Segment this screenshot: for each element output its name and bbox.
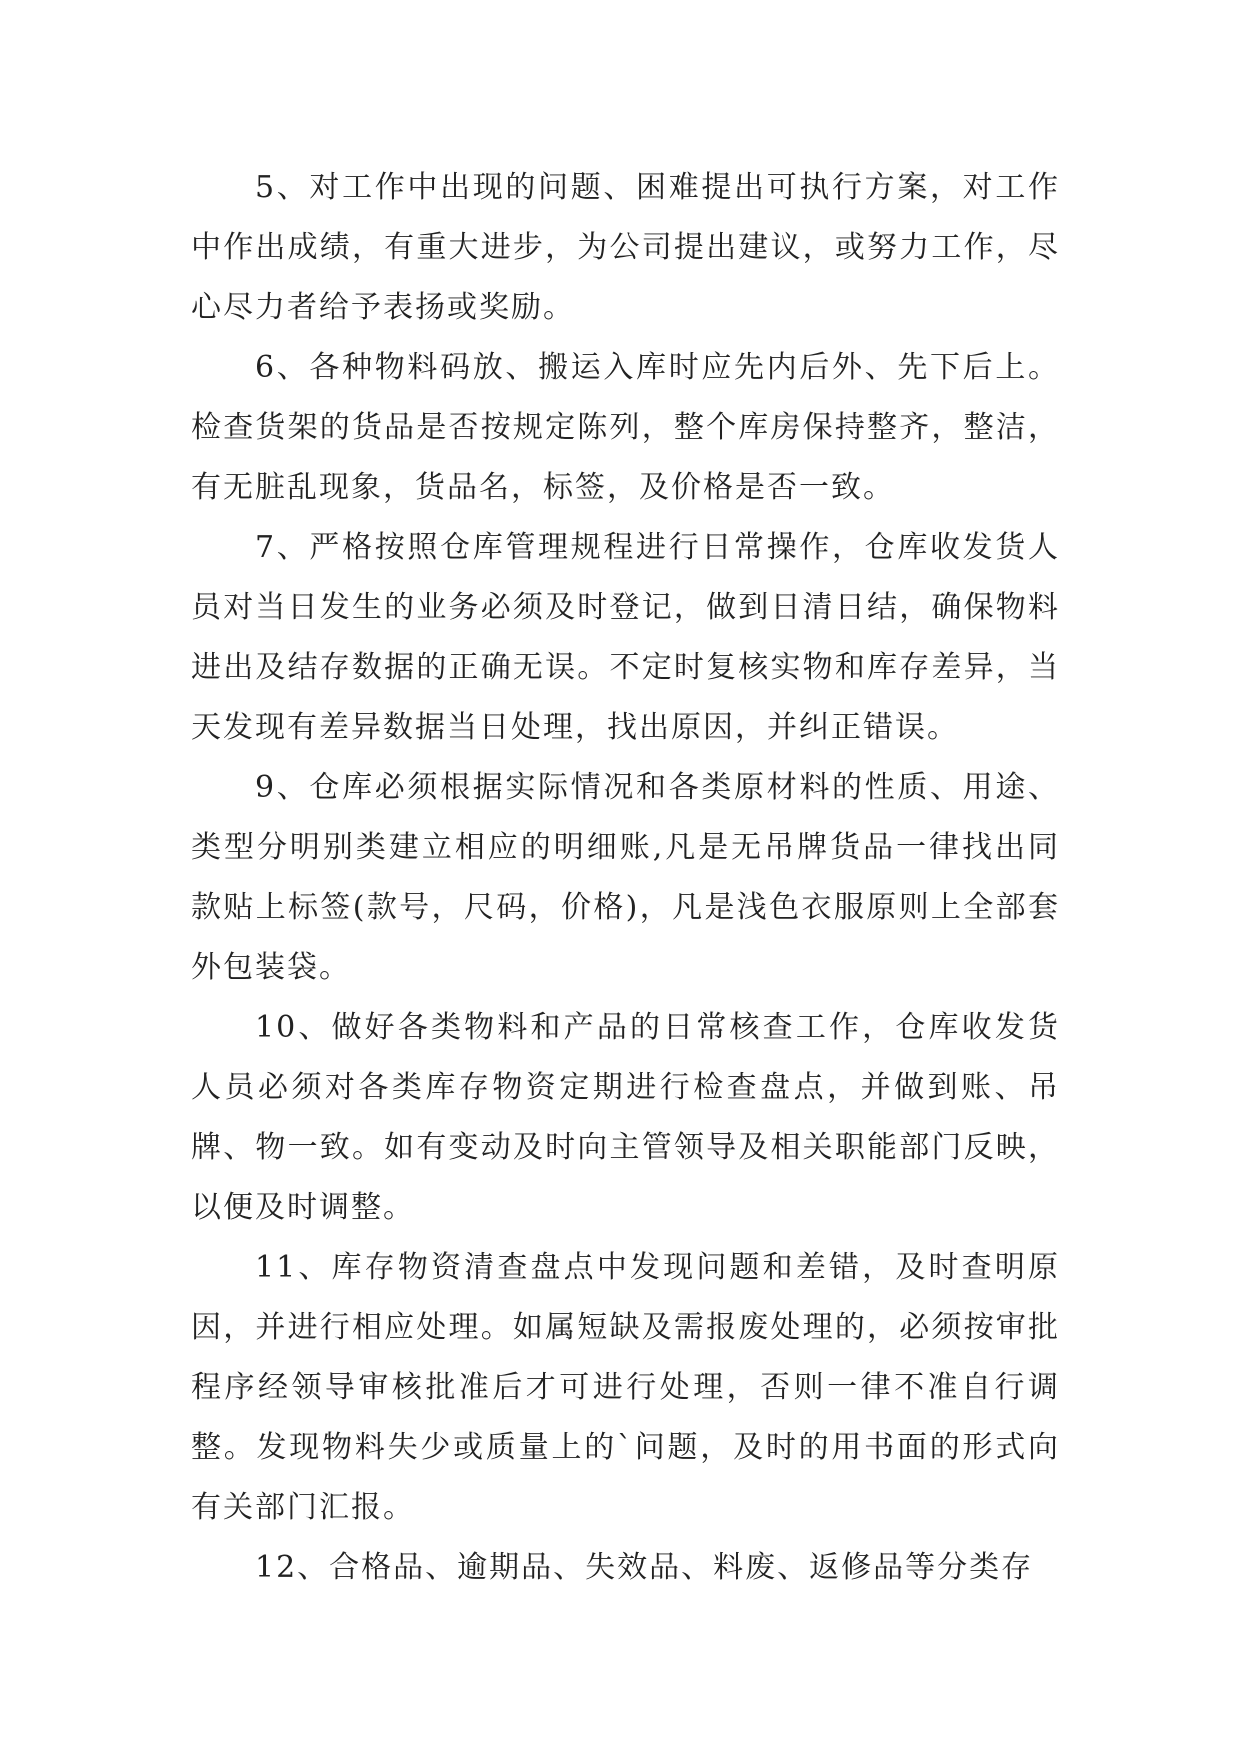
paragraph-item-6: 6、各种物料码放、搬运入库时应先内后外、先下后上。检查货架的货品是否按规定陈列，整个库房保持整齐，整洁，有无脏乱现象，货品名，标签，及价格是否一致。 — [191, 350, 1060, 505]
paragraph-item-10: 10、做好各类物料和产品的日常核查工作，仓库收发货人员必须对各类库存物资定期进行检查盘点，并做到账、吊牌、物一致。如有变动及时向主管领导及相关职能部门反映，以便及时调整。 — [191, 1010, 1060, 1225]
paragraph-item-7: 7、严格按照仓库管理规程进行日常操作，仓库收发货人员对当日发生的业务必须及时登记，做到日清日结，确保物料进出及结存数据的正确无误。不定时复核实物和库存差异，当天发现有差异数据当日处理，找出原因，并纠正错误。 — [191, 530, 1060, 745]
paragraph-item-12: 12、合格品、逾期品、失效品、料废、返修品等分类存 — [255, 1550, 1034, 1585]
document-body — [191, 158, 1060, 1598]
paragraph-item-5: 5、对工作中出现的问题、困难提出可执行方案，对工作中作出成绩，有重大进步，为公司提出建议，或努力工作，尽心尽力者给予表扬或奖励。 — [191, 170, 1060, 325]
paragraph-item-11: 11、库存物资清查盘点中发现问题和差错，及时查明原因，并进行相应处理。如属短缺及需报废处理的，必须按审批程序经领导审核批准后才可进行处理，否则一律不准自行调整。发现物料失少或质量上的`问题，及时的用书面的形式向有关部门汇报。 — [191, 1250, 1060, 1525]
paragraph-item-9: 9、仓库必须根据实际情况和各类原材料的性质、用途、类型分明别类建立相应的明细账,凡是无吊牌货品一律找出同款贴上标签(款号，尺码，价格)，凡是浅色衣服原则上全部套外包装袋。 — [191, 770, 1060, 985]
